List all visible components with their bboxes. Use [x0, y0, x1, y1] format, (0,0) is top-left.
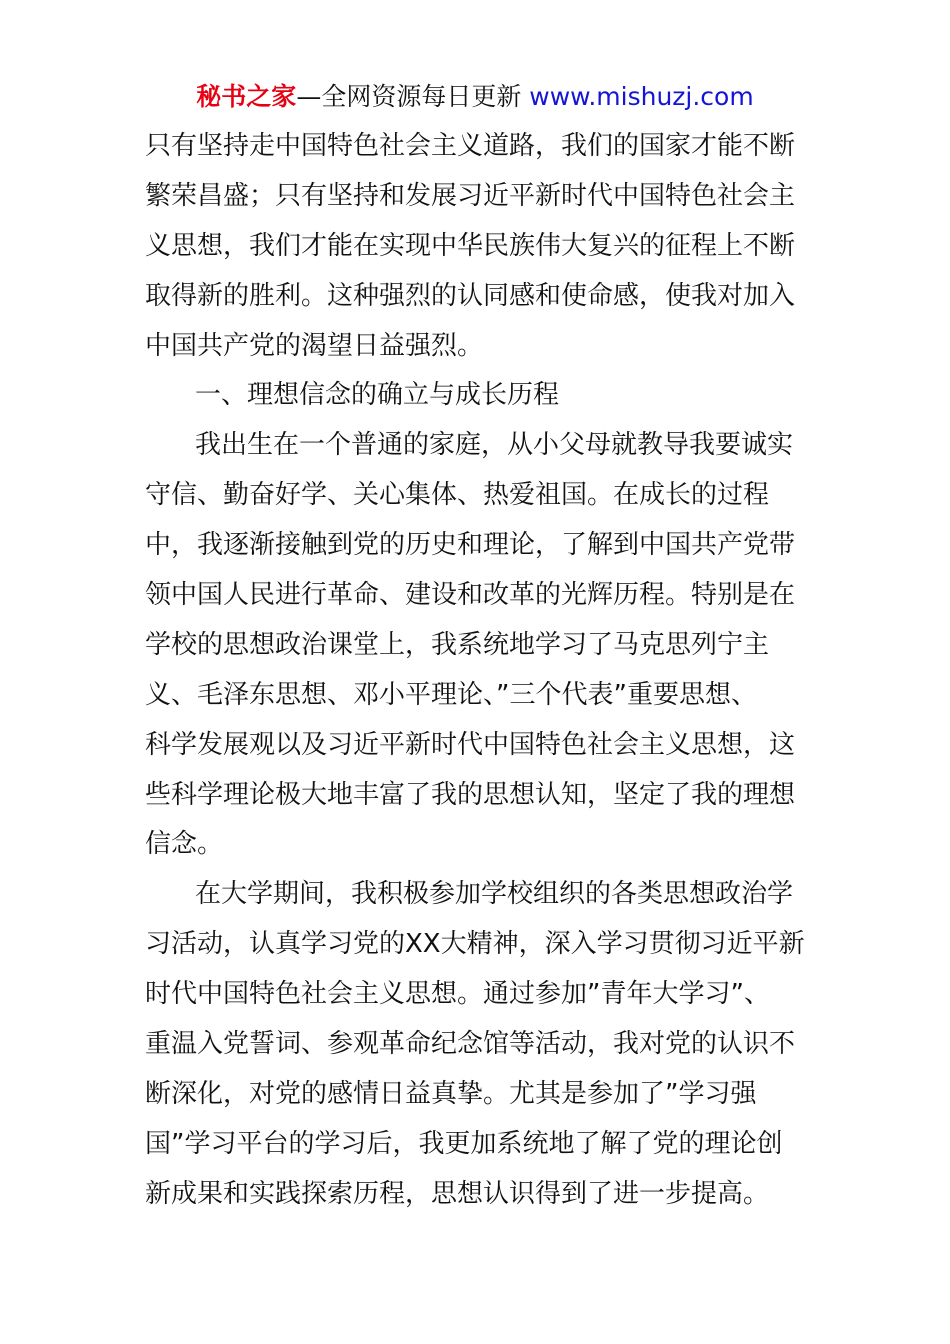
document-body: [145, 122, 811, 1220]
text-line: 我出生在一个普通的家庭，从小父母就教导我要诚实: [195, 430, 794, 461]
text-line: 信念。: [145, 829, 224, 860]
text-line: 中，我逐渐接触到党的历史和理论，了解到中国共产党带: [145, 530, 796, 561]
text-line: 只有坚持走中国特色社会主义道路，我们的国家才能不断: [145, 131, 796, 161]
text-line: 在大学期间，我积极参加学校组织的各类思想政治学: [195, 879, 794, 910]
text-line: 取得新的胜利。这种强烈的认同感和使命感，使我对加入: [145, 280, 796, 311]
site-url-link[interactable]: www.mishuzj.com: [529, 82, 754, 111]
text-line: 重温入党誓词、参观革命纪念馆等活动，我对党的认识不: [145, 1029, 796, 1060]
text-line: 义思想，我们才能在实现中华民族伟大复兴的征程上不断: [145, 230, 796, 261]
text-line: 国”学习平台的学习后，我更加系统地了解了党的理论创: [145, 1128, 783, 1159]
text-line: 守信、勤奋好学、关心集体、热爱祖国。在成长的过程: [145, 480, 770, 511]
text-line: 义、毛泽东思想、邓小平理论、”三个代表”重要思想、: [145, 679, 757, 710]
section-heading: 一、理想信念的确立与成长历程: [195, 380, 560, 411]
text-line: 科学发展观以及习近平新时代中国特色社会主义思想，这: [145, 729, 796, 760]
text-line: 领中国人民进行革命、建设和改革的光辉历程。特别是在: [145, 580, 796, 611]
text-line: 些科学理论极大地丰富了我的思想认知，坚定了我的理想: [145, 779, 796, 810]
site-header: [0, 80, 950, 114]
site-brand: 秘书之家: [196, 82, 297, 111]
text-line: 断深化，对党的感情日益真挚。尤其是参加了”学习强: [145, 1078, 757, 1109]
text-line: 学校的思想政治课堂上，我系统地学习了马克思列宁主: [145, 629, 770, 660]
text-line: 新成果和实践探索历程，思想认识得到了进一步提高。: [145, 1178, 770, 1209]
text-line: 中国共产党的渴望日益强烈。: [145, 330, 484, 361]
text-line: 繁荣昌盛；只有坚持和发展习近平新时代中国特色社会主: [145, 180, 796, 211]
text-line: 习活动，认真学习党的XX大精神，深入学习贯彻习近平新: [145, 929, 805, 960]
site-tagline: —全网资源每日更新: [296, 82, 522, 111]
text-line: 时代中国特色社会主义思想。通过参加”青年大学习”、: [145, 979, 770, 1010]
